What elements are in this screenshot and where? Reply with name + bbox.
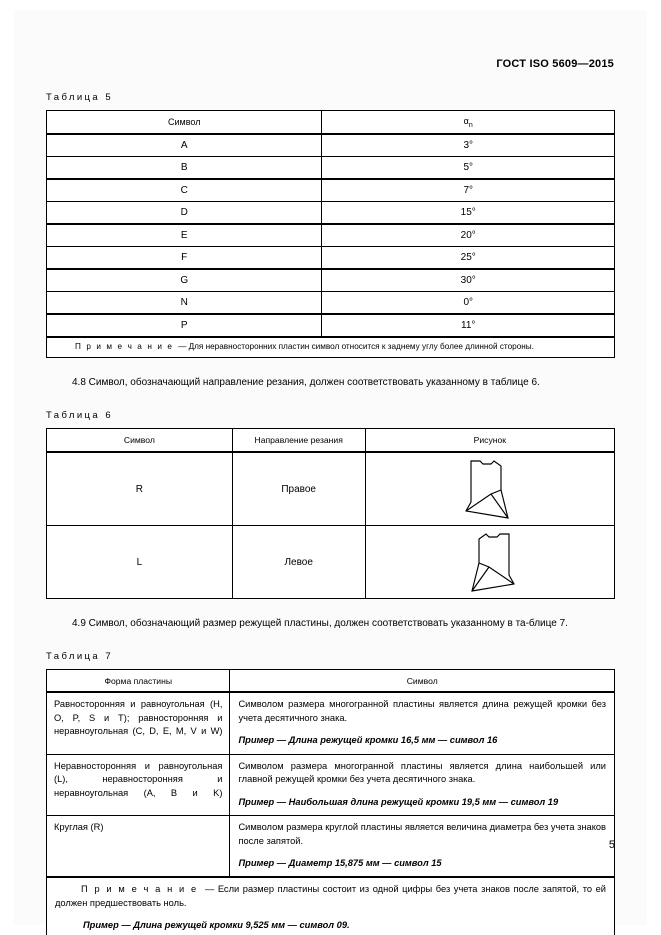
table7-note [47, 877, 615, 935]
table5-caption-label: Таблица [46, 92, 101, 103]
table7-header-symbol: Символ [230, 670, 615, 693]
table7-caption-number: 7 [105, 651, 111, 663]
page-sheet [14, 10, 647, 931]
table7-cell-symbol [230, 754, 615, 815]
table6-cell-figure [365, 452, 614, 526]
table5-cell-angle: 25° [322, 247, 615, 270]
table7-note-row [47, 877, 615, 935]
table5-cell-symbol: N [47, 292, 322, 315]
table7-example: Пример — Диаметр 15,875 мм — символ 15 [238, 858, 442, 868]
table-row [47, 314, 615, 337]
table-row [47, 269, 615, 292]
table-row [47, 452, 615, 526]
table5 [46, 110, 615, 358]
table5-cell-angle: 0° [322, 292, 615, 315]
table7-note-label: П р и м е ч а н и е [81, 884, 198, 895]
page-content [46, 58, 615, 935]
table7-cell-shape: Круглая (R) [47, 816, 230, 878]
table5-cell-symbol: P [47, 314, 322, 337]
table7-description: Символом размера круглой пластины является величина диаметра без учета знаков после запятой. [238, 822, 606, 846]
table6 [46, 428, 615, 599]
table7-cell-symbol [230, 816, 615, 878]
paragraph-4-9 [46, 616, 615, 631]
table5-note-row [47, 337, 615, 358]
table5-note [47, 337, 615, 358]
table7-cell-shape: Неравносторонняя и равноугольная (L), неравносторонняя и неравноугольная (A, B и K) [47, 754, 230, 815]
table5-header-angle [322, 111, 615, 135]
table5-cell-angle: 15° [322, 202, 615, 225]
paragraph-4-9-text: 4.9 Символ, обозначающий размер режущей пластины, должен соответствовать указанному в та-блице 7. [72, 618, 568, 630]
table5-note-label: П р и м е ч а н и е [75, 342, 174, 351]
table5-cell-symbol: E [47, 224, 322, 247]
standard-header: ГОСТ ISO 5609—2015 [496, 58, 614, 70]
table5-header-row [47, 111, 615, 135]
table7-note-example: Пример — Длина режущей кромки 9,525 мм — символ 09. [83, 920, 350, 931]
table5-cell-angle: 11° [322, 314, 615, 337]
table6-caption-label: Таблица [46, 410, 101, 422]
paragraph-4-8-text: 4.8 Символ, обозначающий направление резания, должен соответствовать указанному в таблице 6. [72, 377, 540, 389]
table5-cell-symbol: B [47, 157, 322, 180]
table5-cell-angle: 5° [322, 157, 615, 180]
table5-cell-symbol: A [47, 134, 322, 157]
table-row [47, 692, 615, 754]
table5-cell-symbol: C [47, 179, 322, 202]
table5-cell-symbol: G [47, 269, 322, 292]
table6-header-figure: Рисунок [365, 429, 614, 453]
table6-cell-direction: Правое [232, 452, 365, 526]
table5-caption [46, 92, 615, 103]
table6-caption-number: 6 [105, 410, 111, 422]
right-hand-cutting-tool-diagram [366, 453, 614, 525]
table-row [47, 224, 615, 247]
page-number: 5 [608, 839, 615, 851]
table5-cell-symbol: D [47, 202, 322, 225]
table-row [47, 157, 615, 180]
paragraph-4-8 [46, 375, 615, 390]
table7-note-paragraph [55, 883, 606, 910]
table5-cell-symbol: F [47, 247, 322, 270]
table6-cell-symbol: R [47, 452, 233, 526]
table6-caption [46, 410, 615, 421]
table5-cell-angle: 3° [322, 134, 615, 157]
table5-note-text: — Для неравносторонних пластин символ относится к заднему углу более длинной стороны. [178, 342, 534, 351]
table7-note-text: — Если размер пластины состоит из одной цифры без учета знаков после запятой, то ей должен предшествовать ноль. [55, 884, 606, 908]
table7-description: Символом размера многогранной пластины является длина режущей кромки без учета десятичного знака. [238, 699, 606, 723]
left-hand-cutting-tool-diagram [366, 526, 614, 598]
table7-cell-shape: Равносторонняя и равноугольная (H, O, P, S и T); равносторонняя и неравноугольная (C, D, E, M, V и W) [47, 692, 230, 754]
table7-header-row [47, 670, 615, 693]
table7 [46, 669, 615, 935]
table6-header-row [47, 429, 615, 453]
table-row [47, 134, 615, 157]
table-row [47, 202, 615, 225]
table6-header-direction: Направление резания [232, 429, 365, 453]
table6-cell-direction: Левое [232, 526, 365, 599]
table-row [47, 526, 615, 599]
table5-cell-angle: 7° [322, 179, 615, 202]
table6-cell-figure [365, 526, 614, 599]
table7-description: Символом размера многогранной пластины является длина наибольшей или главной режущей кромки без учета десятичного знака. [238, 760, 606, 785]
table7-caption-label: Таблица [46, 651, 101, 663]
table-row [47, 292, 615, 315]
table7-example: Пример — Длина режущей кромки 16,5 мм — символ 16 [238, 735, 498, 746]
table-row [47, 247, 615, 270]
table-row [47, 754, 615, 815]
table5-header-angle-subscript: n [468, 121, 473, 129]
table6-header-symbol: Символ [47, 429, 233, 453]
table5-cell-angle: 30° [322, 269, 615, 292]
table7-example: Пример — Наибольшая длина режущей кромки 19,5 мм — символ 19 [238, 796, 559, 807]
table6-cell-symbol: L [47, 526, 233, 599]
table-row [47, 179, 615, 202]
table5-header-symbol: Символ [47, 111, 322, 135]
table5-header-angle-symbol: α [463, 115, 469, 126]
table7-cell-symbol [230, 692, 615, 754]
table7-caption [46, 651, 615, 662]
table7-header-shape: Форма пластины [47, 670, 230, 693]
table5-cell-angle: 20° [322, 224, 615, 247]
table5-caption-number: 5 [105, 92, 111, 103]
table-row [47, 816, 615, 878]
